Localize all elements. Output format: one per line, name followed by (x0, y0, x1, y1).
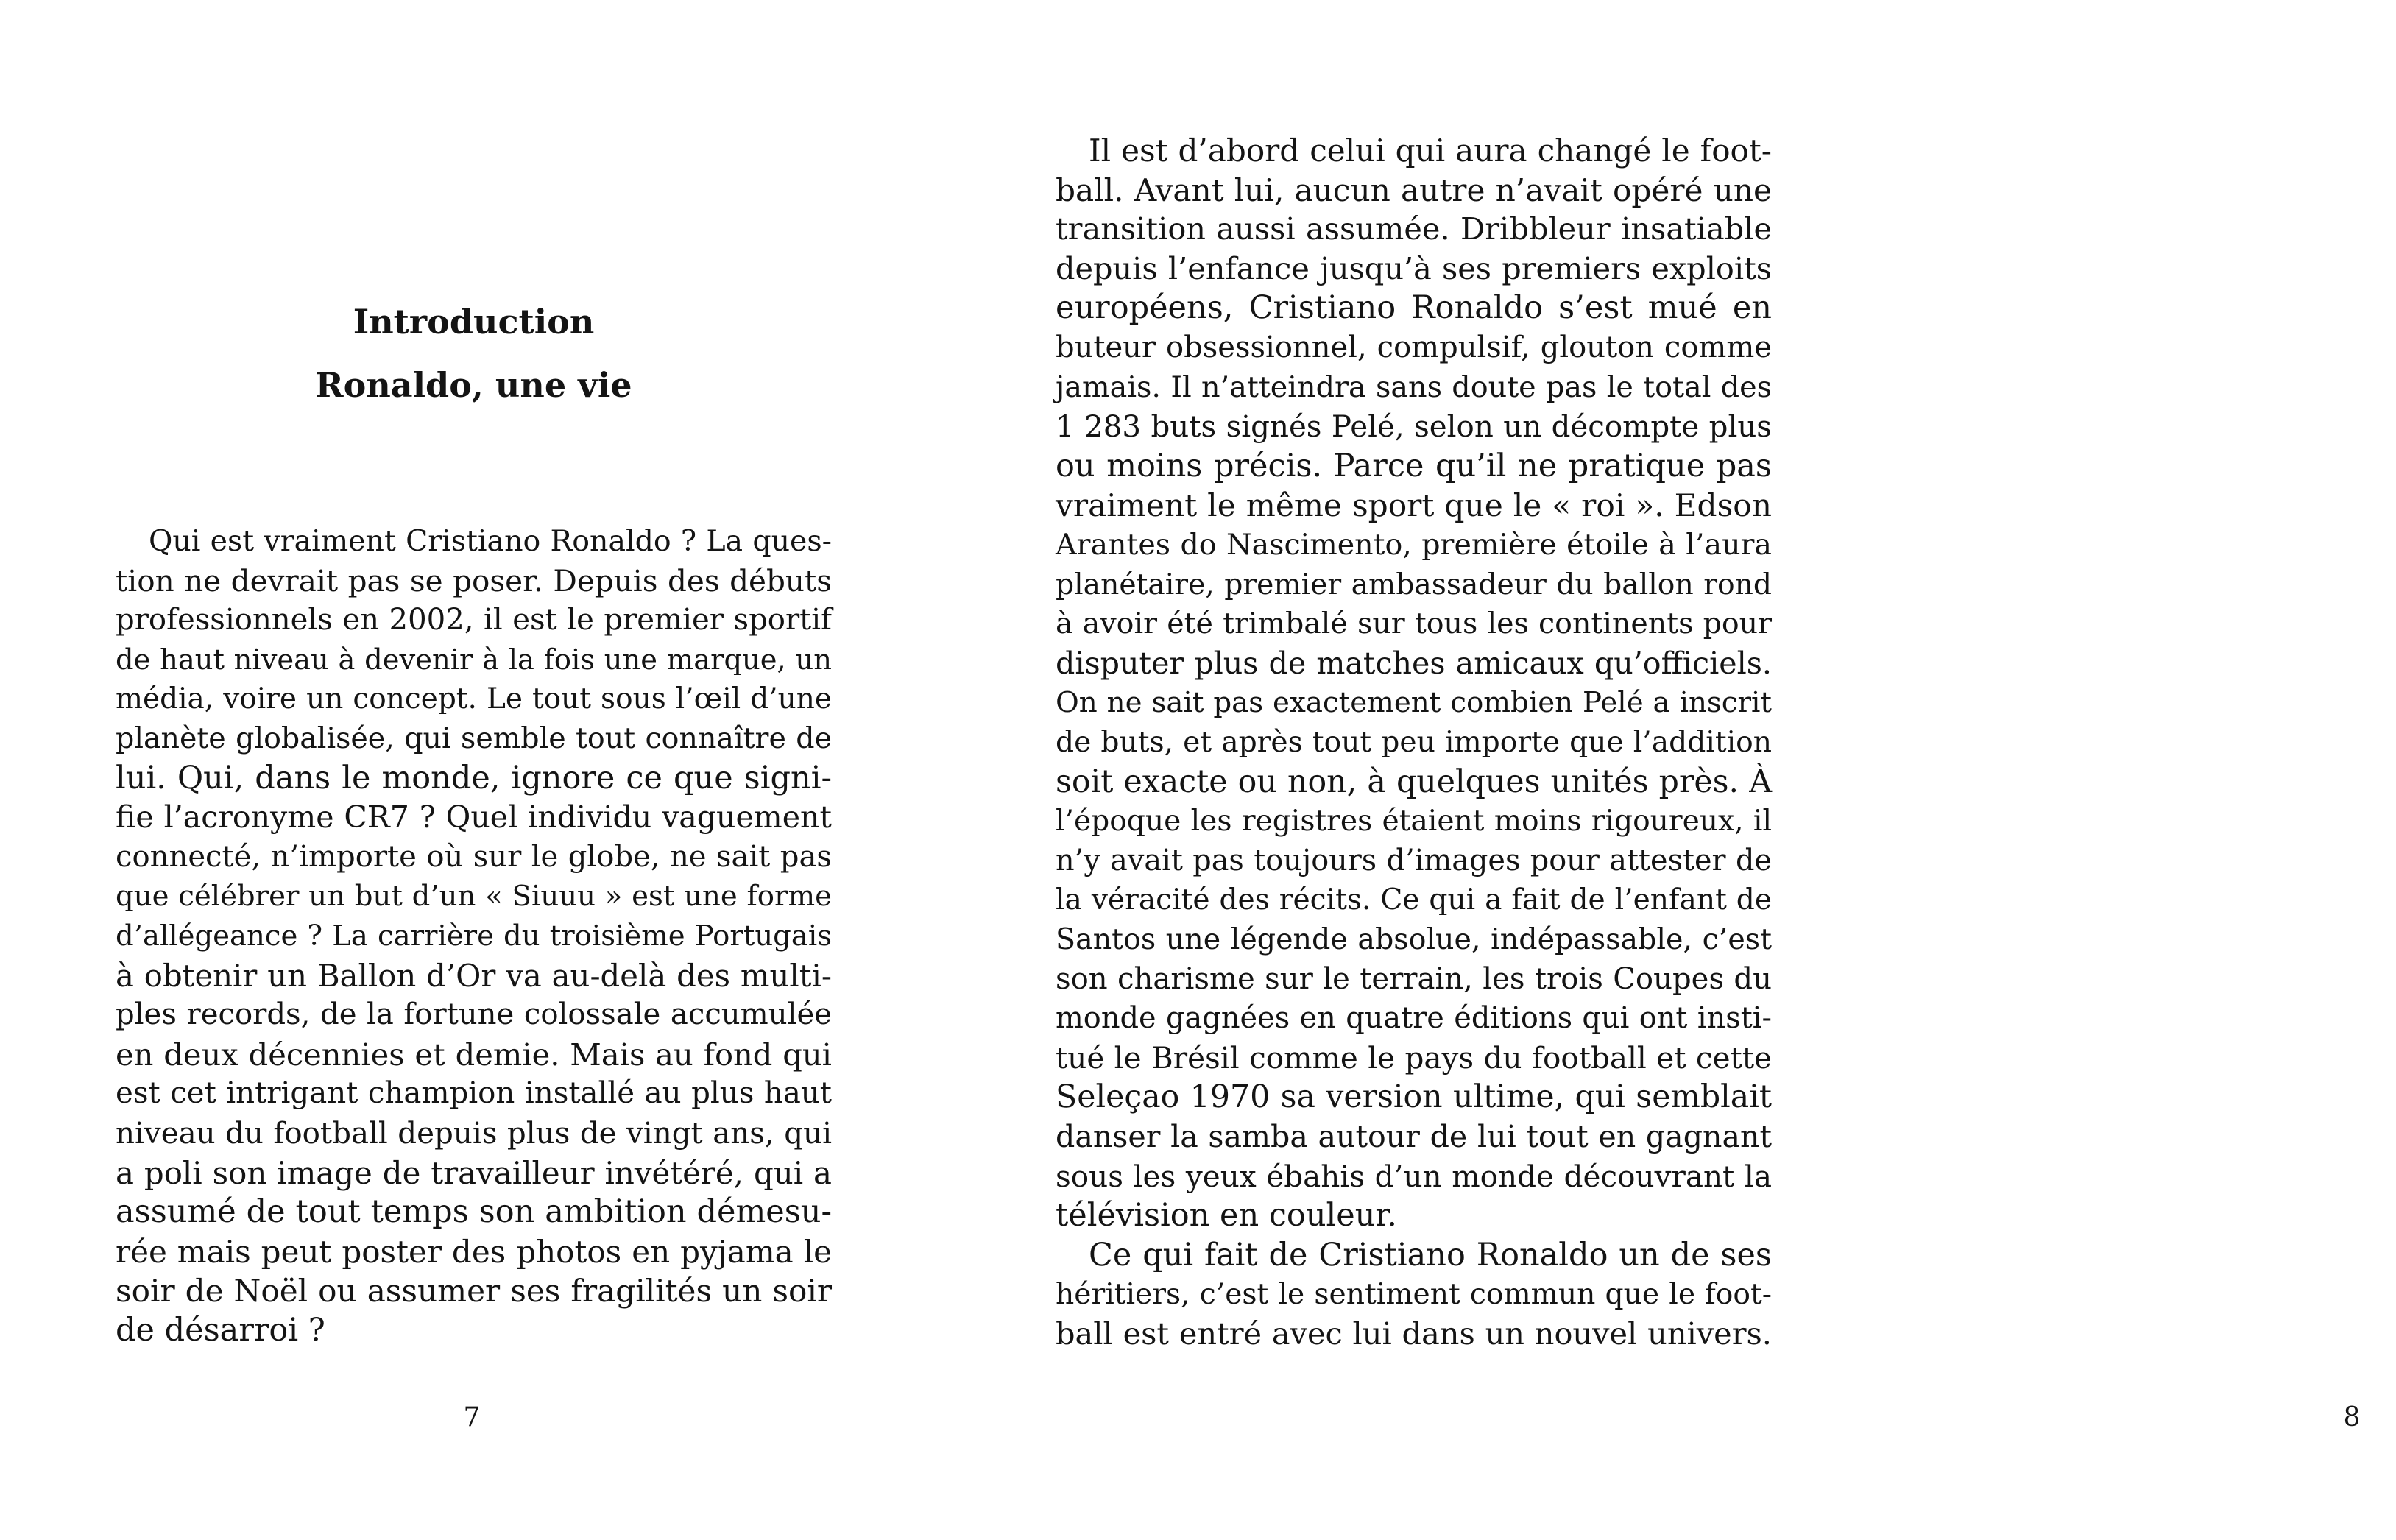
text-line: soit exacte ou non, à quelques unités près. À (1056, 763, 1772, 800)
text-line: 1 283 buts signés Pelé, selon un décompte plus (1056, 409, 1772, 445)
text-line: l’époque les registres étaient moins rigoureux, il (1056, 805, 1772, 838)
text-line: Santos une légende absolue, indépassable, c’est (1056, 922, 1772, 956)
text-line: Arantes do Nascimento, première étoile à l’aura (1056, 528, 1772, 562)
text-line: Seleçao 1970 sa version ultime, qui semblait (1056, 1078, 1772, 1116)
text-line: jamais. Il n’atteindra sans doute pas le total des (1056, 370, 1772, 404)
text-line: rée mais peut poster des photos en pyjama le (116, 1233, 832, 1270)
text-line: d’allégeance ? La carrière du troisième Portugais (116, 919, 832, 953)
text-line: monde gagnées en quatre éditions qui ont insti- (1056, 1001, 1772, 1036)
text-line: ples records, de la fortune colossale accumulée (116, 997, 832, 1032)
text-line: planète globalisée, qui semble tout connaître de (116, 721, 832, 755)
page-number-left: 7 (463, 1402, 481, 1433)
text-line: de désarroi ? (116, 1312, 325, 1349)
text-line: média, voire un concept. Le tout sous l’œil d’une (116, 682, 832, 716)
text-line: tué le Brésil comme le pays du football et cette (1056, 1039, 1772, 1075)
text-line: vraiment le même sport que le « roi ». Edson (1056, 487, 1772, 524)
text-line: est cet intrigant champion installé au plus haut (116, 1076, 832, 1111)
text-line: buteur obsessionnel, compulsif, glouton comme (1056, 331, 1772, 364)
right-page (940, 0, 2361, 1540)
text-line: fie l’acronyme CR7 ? Quel individu vaguement (116, 799, 832, 836)
text-line: depuis l’enfance jusqu’à ses premiers exploits (1056, 250, 1772, 286)
text-line: lui. Qui, dans le monde, ignore ce que signi- (116, 759, 832, 797)
text-line: assumé de tout temps son ambition démesu- (116, 1193, 832, 1231)
page-number-right: 8 (2343, 1402, 2361, 1433)
text-line: en deux décennies et demie. Mais au fond qui (116, 1036, 832, 1073)
left-page (0, 0, 940, 1540)
chapter-label: Introduction (353, 302, 595, 342)
text-line: de buts, et après tout peu importe que l’addition (1056, 726, 1772, 759)
text-line: transition aussi assumée. Dribbleur insatiable (1056, 211, 1772, 247)
text-line: a poli son image de travailleur invétéré, qui a (116, 1154, 832, 1191)
text-line: télévision en couleur. (1056, 1197, 1397, 1235)
text-line: soir de Noël ou assumer ses fragilités un soir (116, 1273, 832, 1310)
text-line: que célébrer un but d’un « Siuuu » est une forme (116, 880, 832, 914)
text-line: son charisme sur le terrain, les trois Coupes du (1056, 961, 1772, 996)
text-line: la véracité des récits. Ce qui a fait de l’enfant de (1056, 883, 1772, 917)
text-line: de haut niveau à devenir à la fois une marque, un (116, 643, 832, 677)
text-line: à avoir été trimbalé sur tous les continents pour (1056, 607, 1772, 641)
text-line: Il est d’abord celui qui aura changé le foot- (1089, 133, 1772, 169)
text-line: à obtenir un Ballon d’Or va au-delà des multi- (116, 957, 832, 994)
text-line: héritiers, c’est le sentiment commun que le foot- (1056, 1278, 1772, 1312)
text-line: Ce qui fait de Cristiano Ronaldo un de ses (1089, 1236, 1772, 1274)
text-line: disputer plus de matches amicaux qu’officiels. (1056, 645, 1772, 681)
text-line: ou moins précis. Parce qu’il ne pratique pas (1056, 447, 1772, 484)
chapter-title: Ronaldo, une vie (315, 365, 632, 405)
text-line: n’y avait pas toujours d’images pour attester de (1056, 843, 1772, 877)
text-line: ball. Avant lui, aucun autre n’avait opéré une (1056, 172, 1772, 208)
text-line: planétaire, premier ambassadeur du ballon rond (1056, 568, 1772, 601)
text-line: On ne sait pas exactement combien Pelé a inscrit (1056, 686, 1772, 720)
text-line: Qui est vraiment Cristiano Ronaldo ? La ques- (149, 524, 832, 558)
text-line: tion ne devrait pas se poser. Depuis des débuts (116, 562, 832, 598)
text-line: sous les yeux ébahis d’un monde découvrant la (1056, 1158, 1772, 1194)
text-line: danser la samba autour de lui tout en gagnant (1056, 1119, 1772, 1154)
text-line: professionnels en 2002, il est le premier sportif (116, 603, 832, 637)
text-line: européens, Cristiano Ronaldo s’est mué en (1056, 289, 1772, 327)
text-line: niveau du football depuis plus de vingt ans, qui (116, 1116, 832, 1151)
text-line: ball est entré avec lui dans un nouvel univers. (1056, 1316, 1772, 1352)
text-line: connecté, n’importe où sur le globe, ne sait pas (116, 839, 832, 874)
